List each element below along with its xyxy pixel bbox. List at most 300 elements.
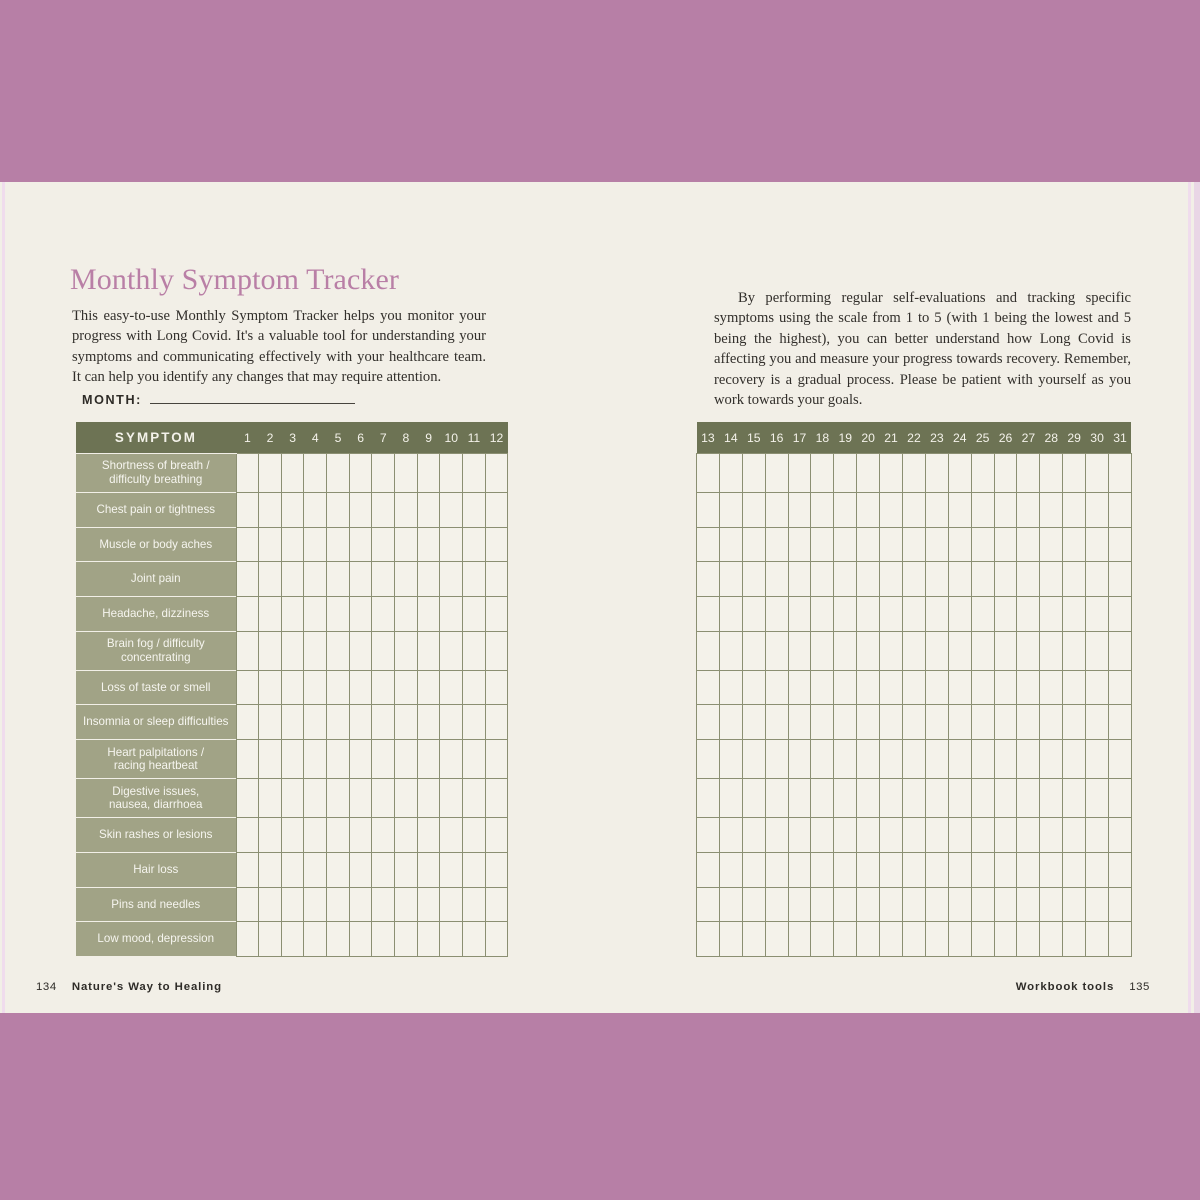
tracker-entry-cell[interactable] bbox=[1040, 705, 1063, 740]
tracker-entry-cell[interactable] bbox=[994, 493, 1017, 528]
tracker-entry-cell[interactable] bbox=[971, 493, 994, 528]
tracker-entry-cell[interactable] bbox=[948, 852, 971, 887]
tracker-entry-cell[interactable] bbox=[925, 527, 948, 562]
tracker-entry-cell[interactable] bbox=[259, 562, 282, 597]
tracker-entry-cell[interactable] bbox=[880, 818, 903, 853]
tracker-entry-cell[interactable] bbox=[719, 454, 742, 493]
tracker-entry-cell[interactable] bbox=[788, 562, 811, 597]
tracker-entry-cell[interactable] bbox=[463, 818, 486, 853]
tracker-entry-cell[interactable] bbox=[440, 818, 463, 853]
tracker-entry-cell[interactable] bbox=[948, 454, 971, 493]
tracker-entry-cell[interactable] bbox=[765, 454, 788, 493]
tracker-entry-cell[interactable] bbox=[327, 740, 350, 779]
tracker-entry-cell[interactable] bbox=[948, 705, 971, 740]
tracker-entry-cell[interactable] bbox=[880, 562, 903, 597]
tracker-entry-cell[interactable] bbox=[485, 670, 508, 705]
tracker-entry-cell[interactable] bbox=[925, 670, 948, 705]
tracker-entry-cell[interactable] bbox=[971, 887, 994, 922]
tracker-entry-cell[interactable] bbox=[372, 527, 395, 562]
tracker-entry-cell[interactable] bbox=[811, 705, 834, 740]
tracker-entry-cell[interactable] bbox=[925, 493, 948, 528]
tracker-entry-cell[interactable] bbox=[417, 779, 440, 818]
tracker-entry-cell[interactable] bbox=[765, 779, 788, 818]
tracker-entry-cell[interactable] bbox=[1063, 705, 1086, 740]
tracker-entry-cell[interactable] bbox=[485, 527, 508, 562]
tracker-entry-cell[interactable] bbox=[327, 705, 350, 740]
tracker-entry-cell[interactable] bbox=[304, 454, 327, 493]
tracker-entry-cell[interactable] bbox=[440, 705, 463, 740]
tracker-entry-cell[interactable] bbox=[788, 887, 811, 922]
tracker-entry-cell[interactable] bbox=[742, 527, 765, 562]
tracker-entry-cell[interactable] bbox=[880, 493, 903, 528]
tracker-entry-cell[interactable] bbox=[349, 852, 372, 887]
tracker-entry-cell[interactable] bbox=[948, 527, 971, 562]
tracker-entry-cell[interactable] bbox=[440, 887, 463, 922]
tracker-entry-cell[interactable] bbox=[1086, 562, 1109, 597]
tracker-entry-cell[interactable] bbox=[742, 852, 765, 887]
tracker-entry-cell[interactable] bbox=[788, 922, 811, 957]
tracker-entry-cell[interactable] bbox=[1086, 527, 1109, 562]
tracker-entry-cell[interactable] bbox=[834, 597, 857, 632]
tracker-entry-cell[interactable] bbox=[903, 887, 926, 922]
tracker-entry-cell[interactable] bbox=[372, 705, 395, 740]
tracker-entry-cell[interactable] bbox=[1040, 527, 1063, 562]
tracker-entry-cell[interactable] bbox=[925, 779, 948, 818]
tracker-entry-cell[interactable] bbox=[880, 631, 903, 670]
tracker-entry-cell[interactable] bbox=[372, 818, 395, 853]
tracker-entry-cell[interactable] bbox=[903, 631, 926, 670]
tracker-entry-cell[interactable] bbox=[1040, 562, 1063, 597]
tracker-entry-cell[interactable] bbox=[417, 818, 440, 853]
tracker-entry-cell[interactable] bbox=[765, 562, 788, 597]
tracker-entry-cell[interactable] bbox=[304, 631, 327, 670]
tracker-entry-cell[interactable] bbox=[236, 597, 259, 632]
tracker-entry-cell[interactable] bbox=[811, 493, 834, 528]
tracker-entry-cell[interactable] bbox=[697, 740, 720, 779]
tracker-entry-cell[interactable] bbox=[236, 705, 259, 740]
tracker-entry-cell[interactable] bbox=[971, 670, 994, 705]
tracker-entry-cell[interactable] bbox=[304, 527, 327, 562]
tracker-entry-cell[interactable] bbox=[463, 670, 486, 705]
tracker-entry-cell[interactable] bbox=[417, 887, 440, 922]
tracker-entry-cell[interactable] bbox=[327, 597, 350, 632]
tracker-entry-cell[interactable] bbox=[903, 740, 926, 779]
tracker-entry-cell[interactable] bbox=[903, 493, 926, 528]
tracker-entry-cell[interactable] bbox=[742, 705, 765, 740]
tracker-entry-cell[interactable] bbox=[971, 740, 994, 779]
tracker-entry-cell[interactable] bbox=[281, 631, 304, 670]
tracker-entry-cell[interactable] bbox=[259, 705, 282, 740]
tracker-entry-cell[interactable] bbox=[349, 887, 372, 922]
tracker-entry-cell[interactable] bbox=[372, 631, 395, 670]
tracker-entry-cell[interactable] bbox=[349, 454, 372, 493]
tracker-entry-cell[interactable] bbox=[236, 493, 259, 528]
tracker-entry-cell[interactable] bbox=[395, 493, 418, 528]
tracker-entry-cell[interactable] bbox=[857, 779, 880, 818]
tracker-entry-cell[interactable] bbox=[259, 818, 282, 853]
tracker-entry-cell[interactable] bbox=[1063, 562, 1086, 597]
tracker-entry-cell[interactable] bbox=[1040, 493, 1063, 528]
tracker-entry-cell[interactable] bbox=[1086, 740, 1109, 779]
tracker-entry-cell[interactable] bbox=[1063, 454, 1086, 493]
tracker-entry-cell[interactable] bbox=[440, 670, 463, 705]
tracker-entry-cell[interactable] bbox=[395, 670, 418, 705]
tracker-entry-cell[interactable] bbox=[463, 631, 486, 670]
tracker-entry-cell[interactable] bbox=[281, 705, 304, 740]
tracker-entry-cell[interactable] bbox=[1109, 597, 1132, 632]
tracker-entry-cell[interactable] bbox=[417, 922, 440, 957]
tracker-entry-cell[interactable] bbox=[259, 887, 282, 922]
tracker-entry-cell[interactable] bbox=[440, 527, 463, 562]
tracker-entry-cell[interactable] bbox=[903, 922, 926, 957]
tracker-entry-cell[interactable] bbox=[925, 887, 948, 922]
tracker-entry-cell[interactable] bbox=[395, 562, 418, 597]
tracker-entry-cell[interactable] bbox=[857, 527, 880, 562]
tracker-entry-cell[interactable] bbox=[1017, 779, 1040, 818]
tracker-entry-cell[interactable] bbox=[304, 597, 327, 632]
tracker-entry-cell[interactable] bbox=[1086, 705, 1109, 740]
tracker-entry-cell[interactable] bbox=[440, 740, 463, 779]
tracker-entry-cell[interactable] bbox=[395, 852, 418, 887]
tracker-entry-cell[interactable] bbox=[971, 562, 994, 597]
tracker-entry-cell[interactable] bbox=[236, 527, 259, 562]
tracker-entry-cell[interactable] bbox=[440, 779, 463, 818]
tracker-entry-cell[interactable] bbox=[948, 597, 971, 632]
tracker-entry-cell[interactable] bbox=[719, 779, 742, 818]
tracker-entry-cell[interactable] bbox=[925, 705, 948, 740]
tracker-entry-cell[interactable] bbox=[1063, 493, 1086, 528]
tracker-entry-cell[interactable] bbox=[948, 493, 971, 528]
tracker-entry-cell[interactable] bbox=[811, 922, 834, 957]
tracker-entry-cell[interactable] bbox=[1063, 597, 1086, 632]
tracker-entry-cell[interactable] bbox=[327, 887, 350, 922]
tracker-entry-cell[interactable] bbox=[1063, 818, 1086, 853]
tracker-entry-cell[interactable] bbox=[485, 454, 508, 493]
tracker-entry-cell[interactable] bbox=[903, 705, 926, 740]
tracker-entry-cell[interactable] bbox=[327, 562, 350, 597]
tracker-entry-cell[interactable] bbox=[463, 562, 486, 597]
tracker-entry-cell[interactable] bbox=[281, 818, 304, 853]
tracker-entry-cell[interactable] bbox=[834, 887, 857, 922]
tracker-entry-cell[interactable] bbox=[1109, 670, 1132, 705]
tracker-entry-cell[interactable] bbox=[1109, 527, 1132, 562]
tracker-entry-cell[interactable] bbox=[834, 852, 857, 887]
tracker-entry-cell[interactable] bbox=[788, 454, 811, 493]
tracker-entry-cell[interactable] bbox=[440, 454, 463, 493]
tracker-entry-cell[interactable] bbox=[742, 887, 765, 922]
tracker-entry-cell[interactable] bbox=[994, 631, 1017, 670]
tracker-entry-cell[interactable] bbox=[994, 597, 1017, 632]
tracker-entry-cell[interactable] bbox=[971, 597, 994, 632]
tracker-entry-cell[interactable] bbox=[811, 527, 834, 562]
tracker-entry-cell[interactable] bbox=[925, 597, 948, 632]
tracker-entry-cell[interactable] bbox=[349, 562, 372, 597]
tracker-entry-cell[interactable] bbox=[719, 818, 742, 853]
tracker-entry-cell[interactable] bbox=[349, 922, 372, 957]
tracker-entry-cell[interactable] bbox=[788, 631, 811, 670]
tracker-entry-cell[interactable] bbox=[417, 597, 440, 632]
tracker-entry-cell[interactable] bbox=[697, 493, 720, 528]
tracker-entry-cell[interactable] bbox=[259, 527, 282, 562]
tracker-entry-cell[interactable] bbox=[485, 705, 508, 740]
tracker-entry-cell[interactable] bbox=[395, 527, 418, 562]
tracker-entry-cell[interactable] bbox=[994, 670, 1017, 705]
tracker-entry-cell[interactable] bbox=[236, 670, 259, 705]
tracker-entry-cell[interactable] bbox=[994, 852, 1017, 887]
tracker-entry-cell[interactable] bbox=[327, 670, 350, 705]
tracker-entry-cell[interactable] bbox=[742, 670, 765, 705]
tracker-entry-cell[interactable] bbox=[417, 740, 440, 779]
tracker-entry-cell[interactable] bbox=[719, 852, 742, 887]
tracker-entry-cell[interactable] bbox=[880, 705, 903, 740]
tracker-entry-cell[interactable] bbox=[925, 740, 948, 779]
tracker-entry-cell[interactable] bbox=[811, 779, 834, 818]
tracker-entry-cell[interactable] bbox=[948, 779, 971, 818]
tracker-entry-cell[interactable] bbox=[811, 670, 834, 705]
tracker-entry-cell[interactable] bbox=[1017, 597, 1040, 632]
tracker-entry-cell[interactable] bbox=[857, 818, 880, 853]
tracker-entry-cell[interactable] bbox=[1040, 922, 1063, 957]
tracker-entry-cell[interactable] bbox=[880, 454, 903, 493]
tracker-entry-cell[interactable] bbox=[834, 670, 857, 705]
tracker-entry-cell[interactable] bbox=[1109, 562, 1132, 597]
tracker-entry-cell[interactable] bbox=[417, 705, 440, 740]
tracker-entry-cell[interactable] bbox=[236, 818, 259, 853]
tracker-entry-cell[interactable] bbox=[259, 852, 282, 887]
tracker-entry-cell[interactable] bbox=[857, 631, 880, 670]
tracker-entry-cell[interactable] bbox=[834, 454, 857, 493]
tracker-entry-cell[interactable] bbox=[281, 527, 304, 562]
tracker-entry-cell[interactable] bbox=[281, 740, 304, 779]
month-input-line[interactable] bbox=[150, 403, 355, 404]
tracker-entry-cell[interactable] bbox=[719, 527, 742, 562]
tracker-entry-cell[interactable] bbox=[1086, 670, 1109, 705]
tracker-entry-cell[interactable] bbox=[788, 527, 811, 562]
tracker-entry-cell[interactable] bbox=[765, 631, 788, 670]
tracker-entry-cell[interactable] bbox=[463, 852, 486, 887]
tracker-entry-cell[interactable] bbox=[395, 454, 418, 493]
tracker-entry-cell[interactable] bbox=[925, 922, 948, 957]
tracker-entry-cell[interactable] bbox=[994, 705, 1017, 740]
tracker-entry-cell[interactable] bbox=[742, 818, 765, 853]
tracker-entry-cell[interactable] bbox=[485, 852, 508, 887]
tracker-entry-cell[interactable] bbox=[1040, 631, 1063, 670]
tracker-entry-cell[interactable] bbox=[485, 922, 508, 957]
tracker-entry-cell[interactable] bbox=[697, 454, 720, 493]
tracker-entry-cell[interactable] bbox=[259, 922, 282, 957]
tracker-entry-cell[interactable] bbox=[788, 852, 811, 887]
tracker-entry-cell[interactable] bbox=[349, 818, 372, 853]
tracker-entry-cell[interactable] bbox=[372, 740, 395, 779]
tracker-entry-cell[interactable] bbox=[304, 887, 327, 922]
tracker-entry-cell[interactable] bbox=[327, 631, 350, 670]
tracker-entry-cell[interactable] bbox=[1109, 818, 1132, 853]
tracker-entry-cell[interactable] bbox=[440, 631, 463, 670]
tracker-entry-cell[interactable] bbox=[834, 562, 857, 597]
tracker-entry-cell[interactable] bbox=[1040, 740, 1063, 779]
tracker-entry-cell[interactable] bbox=[697, 852, 720, 887]
tracker-entry-cell[interactable] bbox=[485, 562, 508, 597]
tracker-entry-cell[interactable] bbox=[281, 562, 304, 597]
tracker-entry-cell[interactable] bbox=[1086, 922, 1109, 957]
tracker-entry-cell[interactable] bbox=[259, 670, 282, 705]
tracker-entry-cell[interactable] bbox=[857, 887, 880, 922]
tracker-entry-cell[interactable] bbox=[788, 493, 811, 528]
tracker-entry-cell[interactable] bbox=[994, 527, 1017, 562]
tracker-entry-cell[interactable] bbox=[811, 562, 834, 597]
tracker-entry-cell[interactable] bbox=[765, 527, 788, 562]
tracker-entry-cell[interactable] bbox=[765, 887, 788, 922]
tracker-entry-cell[interactable] bbox=[304, 852, 327, 887]
tracker-entry-cell[interactable] bbox=[485, 740, 508, 779]
tracker-entry-cell[interactable] bbox=[1040, 779, 1063, 818]
tracker-entry-cell[interactable] bbox=[697, 818, 720, 853]
tracker-entry-cell[interactable] bbox=[948, 631, 971, 670]
tracker-entry-cell[interactable] bbox=[697, 562, 720, 597]
tracker-entry-cell[interactable] bbox=[1086, 597, 1109, 632]
tracker-entry-cell[interactable] bbox=[1109, 852, 1132, 887]
tracker-entry-cell[interactable] bbox=[1040, 818, 1063, 853]
tracker-entry-cell[interactable] bbox=[1017, 740, 1040, 779]
tracker-entry-cell[interactable] bbox=[719, 705, 742, 740]
tracker-entry-cell[interactable] bbox=[1017, 631, 1040, 670]
tracker-entry-cell[interactable] bbox=[395, 740, 418, 779]
tracker-entry-cell[interactable] bbox=[834, 527, 857, 562]
tracker-entry-cell[interactable] bbox=[971, 922, 994, 957]
tracker-entry-cell[interactable] bbox=[925, 562, 948, 597]
tracker-entry-cell[interactable] bbox=[372, 922, 395, 957]
tracker-entry-cell[interactable] bbox=[834, 493, 857, 528]
tracker-entry-cell[interactable] bbox=[903, 818, 926, 853]
tracker-entry-cell[interactable] bbox=[1109, 779, 1132, 818]
tracker-entry-cell[interactable] bbox=[834, 740, 857, 779]
tracker-entry-cell[interactable] bbox=[372, 597, 395, 632]
tracker-entry-cell[interactable] bbox=[857, 562, 880, 597]
tracker-entry-cell[interactable] bbox=[236, 454, 259, 493]
tracker-entry-cell[interactable] bbox=[1063, 779, 1086, 818]
tracker-entry-cell[interactable] bbox=[372, 562, 395, 597]
tracker-entry-cell[interactable] bbox=[857, 597, 880, 632]
tracker-entry-cell[interactable] bbox=[485, 493, 508, 528]
tracker-entry-cell[interactable] bbox=[697, 527, 720, 562]
tracker-entry-cell[interactable] bbox=[259, 597, 282, 632]
tracker-entry-cell[interactable] bbox=[1086, 818, 1109, 853]
tracker-entry-cell[interactable] bbox=[742, 631, 765, 670]
tracker-entry-cell[interactable] bbox=[1109, 887, 1132, 922]
tracker-entry-cell[interactable] bbox=[1109, 922, 1132, 957]
tracker-entry-cell[interactable] bbox=[281, 493, 304, 528]
tracker-entry-cell[interactable] bbox=[1017, 922, 1040, 957]
tracker-entry-cell[interactable] bbox=[719, 887, 742, 922]
tracker-entry-cell[interactable] bbox=[948, 922, 971, 957]
tracker-entry-cell[interactable] bbox=[880, 670, 903, 705]
tracker-entry-cell[interactable] bbox=[1086, 493, 1109, 528]
tracker-entry-cell[interactable] bbox=[281, 779, 304, 818]
tracker-entry-cell[interactable] bbox=[395, 631, 418, 670]
tracker-entry-cell[interactable] bbox=[372, 493, 395, 528]
tracker-entry-cell[interactable] bbox=[417, 454, 440, 493]
tracker-entry-cell[interactable] bbox=[857, 922, 880, 957]
tracker-entry-cell[interactable] bbox=[304, 705, 327, 740]
tracker-entry-cell[interactable] bbox=[1017, 670, 1040, 705]
tracker-entry-cell[interactable] bbox=[304, 493, 327, 528]
tracker-entry-cell[interactable] bbox=[880, 597, 903, 632]
tracker-entry-cell[interactable] bbox=[811, 887, 834, 922]
tracker-entry-cell[interactable] bbox=[903, 779, 926, 818]
tracker-entry-cell[interactable] bbox=[697, 887, 720, 922]
tracker-entry-cell[interactable] bbox=[1086, 454, 1109, 493]
tracker-entry-cell[interactable] bbox=[327, 454, 350, 493]
tracker-entry-cell[interactable] bbox=[1063, 527, 1086, 562]
tracker-entry-cell[interactable] bbox=[719, 670, 742, 705]
tracker-entry-cell[interactable] bbox=[719, 597, 742, 632]
tracker-entry-cell[interactable] bbox=[463, 493, 486, 528]
tracker-entry-cell[interactable] bbox=[994, 818, 1017, 853]
tracker-entry-cell[interactable] bbox=[1109, 454, 1132, 493]
tracker-entry-cell[interactable] bbox=[304, 670, 327, 705]
tracker-entry-cell[interactable] bbox=[395, 779, 418, 818]
tracker-entry-cell[interactable] bbox=[971, 454, 994, 493]
tracker-entry-cell[interactable] bbox=[1109, 740, 1132, 779]
tracker-entry-cell[interactable] bbox=[395, 705, 418, 740]
tracker-entry-cell[interactable] bbox=[281, 922, 304, 957]
tracker-entry-cell[interactable] bbox=[463, 597, 486, 632]
tracker-entry-cell[interactable] bbox=[1109, 705, 1132, 740]
tracker-entry-cell[interactable] bbox=[948, 740, 971, 779]
tracker-entry-cell[interactable] bbox=[463, 922, 486, 957]
tracker-entry-cell[interactable] bbox=[994, 887, 1017, 922]
tracker-entry-cell[interactable] bbox=[903, 527, 926, 562]
tracker-entry-cell[interactable] bbox=[719, 493, 742, 528]
tracker-entry-cell[interactable] bbox=[742, 493, 765, 528]
tracker-entry-cell[interactable] bbox=[327, 852, 350, 887]
tracker-entry-cell[interactable] bbox=[994, 740, 1017, 779]
tracker-entry-cell[interactable] bbox=[765, 705, 788, 740]
tracker-entry-cell[interactable] bbox=[1017, 527, 1040, 562]
tracker-entry-cell[interactable] bbox=[903, 670, 926, 705]
tracker-entry-cell[interactable] bbox=[463, 454, 486, 493]
tracker-entry-cell[interactable] bbox=[994, 922, 1017, 957]
tracker-entry-cell[interactable] bbox=[327, 493, 350, 528]
tracker-entry-cell[interactable] bbox=[1040, 670, 1063, 705]
tracker-entry-cell[interactable] bbox=[925, 631, 948, 670]
tracker-entry-cell[interactable] bbox=[485, 818, 508, 853]
tracker-entry-cell[interactable] bbox=[1040, 887, 1063, 922]
tracker-entry-cell[interactable] bbox=[1017, 852, 1040, 887]
tracker-entry-cell[interactable] bbox=[395, 887, 418, 922]
tracker-entry-cell[interactable] bbox=[1017, 493, 1040, 528]
tracker-entry-cell[interactable] bbox=[697, 597, 720, 632]
tracker-entry-cell[interactable] bbox=[417, 493, 440, 528]
tracker-entry-cell[interactable] bbox=[697, 631, 720, 670]
tracker-entry-cell[interactable] bbox=[994, 454, 1017, 493]
tracker-entry-cell[interactable] bbox=[811, 631, 834, 670]
tracker-entry-cell[interactable] bbox=[281, 454, 304, 493]
tracker-entry-cell[interactable] bbox=[1109, 631, 1132, 670]
tracker-entry-cell[interactable] bbox=[304, 740, 327, 779]
tracker-entry-cell[interactable] bbox=[236, 922, 259, 957]
tracker-entry-cell[interactable] bbox=[811, 818, 834, 853]
tracker-entry-cell[interactable] bbox=[765, 597, 788, 632]
tracker-entry-cell[interactable] bbox=[440, 922, 463, 957]
tracker-entry-cell[interactable] bbox=[903, 562, 926, 597]
tracker-entry-cell[interactable] bbox=[349, 779, 372, 818]
tracker-entry-cell[interactable] bbox=[719, 562, 742, 597]
tracker-entry-cell[interactable] bbox=[765, 493, 788, 528]
tracker-entry-cell[interactable] bbox=[417, 670, 440, 705]
tracker-entry-cell[interactable] bbox=[281, 597, 304, 632]
tracker-entry-cell[interactable] bbox=[395, 597, 418, 632]
